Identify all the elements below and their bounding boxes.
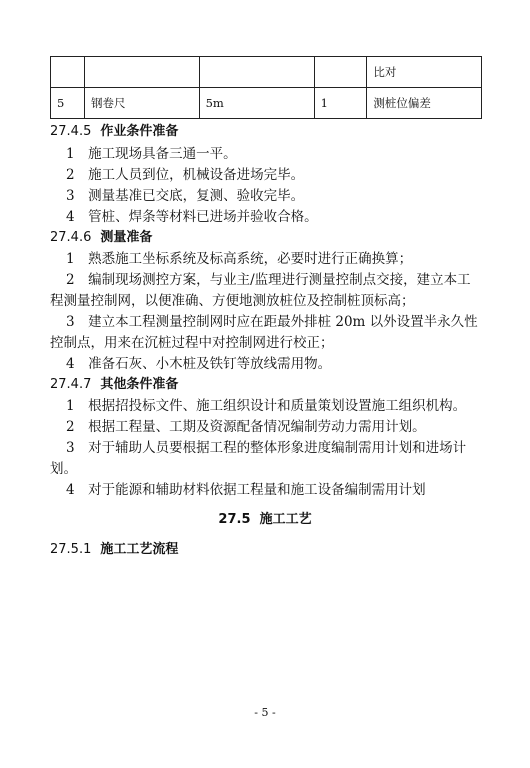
page-number: - 5 - xyxy=(254,706,276,719)
list-item: 4 管桩、焊条等材料已进场并验收合格。 xyxy=(66,209,318,225)
list-item-continuation: 划。 xyxy=(50,461,77,477)
list-item-continuation: 程测量控制网，以便准确、方便地测放桩位及控制桩顶标高； xyxy=(50,293,415,309)
list-item: 2 根据工程量、工期及资源配备情况编制劳动力需用计划。 xyxy=(66,419,426,435)
section-title: 作业条件准备 xyxy=(100,124,179,139)
list-item: 1 根据招投标文件、施工组织设计和质量策划设置施工组织机构。 xyxy=(66,398,467,414)
section-heading-27-4-7 xyxy=(50,375,486,395)
section-heading-27-5-1 xyxy=(50,540,486,560)
section-number: 27.5 xyxy=(218,512,251,527)
table-cell-no: 5 xyxy=(51,88,85,119)
chapter-heading-27-5 xyxy=(0,510,530,530)
table-cell-spec: 5m xyxy=(199,88,314,119)
table-cell-spec xyxy=(199,57,314,88)
section-title: 其他条件准备 xyxy=(100,377,179,392)
section-heading-27-4-6 xyxy=(50,228,486,248)
section-number: 27.4.6 xyxy=(50,230,92,245)
list-item: 2 施工人员到位，机械设备进场完毕。 xyxy=(66,167,305,183)
table-cell-name xyxy=(85,57,200,88)
table-cell-use: 比对 xyxy=(367,57,482,88)
list-item: 1 施工现场具备三通一平。 xyxy=(66,146,237,162)
list-item: 1 熟悉施工坐标系统及标高系统，必要时进行正确换算； xyxy=(66,251,413,267)
list-item: 3 对于辅助人员要根据工程的整体形象进度编制需用计划和进场计 xyxy=(66,440,467,456)
table-cell-use: 测桩位偏差 xyxy=(367,88,482,119)
equipment-table xyxy=(50,56,482,119)
list-item: 4 准备石灰、小木桩及铁钉等放线需用物。 xyxy=(66,356,332,372)
section-heading-27-4-5 xyxy=(50,122,486,142)
table-row xyxy=(51,88,482,119)
list-item: 3 测量基准已交底，复测、验收完毕。 xyxy=(66,188,305,204)
list-item-continuation: 控制点，用来在沉桩过程中对控制网进行校正； xyxy=(50,335,334,351)
table-row xyxy=(51,57,482,88)
section-number: 27.4.5 xyxy=(50,124,92,139)
table-cell-qty: 1 xyxy=(314,88,367,119)
section-title: 施工工艺 xyxy=(259,512,312,527)
section-title: 施工工艺流程 xyxy=(100,542,179,557)
list-item: 4 对于能源和辅助材料依据工程量和施工设备编制需用计划 xyxy=(66,482,426,498)
section-number: 27.4.7 xyxy=(50,377,92,392)
list-item: 2 编制现场测控方案，与业主/监理进行测量控制点交接，建立本工 xyxy=(66,272,471,288)
table-cell-qty xyxy=(314,57,367,88)
list-item: 3 建立本工程测量控制网时应在距最外排桩 20m 以外设置半永久性 xyxy=(66,314,478,330)
table-cell-name: 钢卷尺 xyxy=(85,88,200,119)
section-title: 测量准备 xyxy=(100,230,153,245)
section-number: 27.5.1 xyxy=(50,542,92,557)
table-cell-no xyxy=(51,57,85,88)
